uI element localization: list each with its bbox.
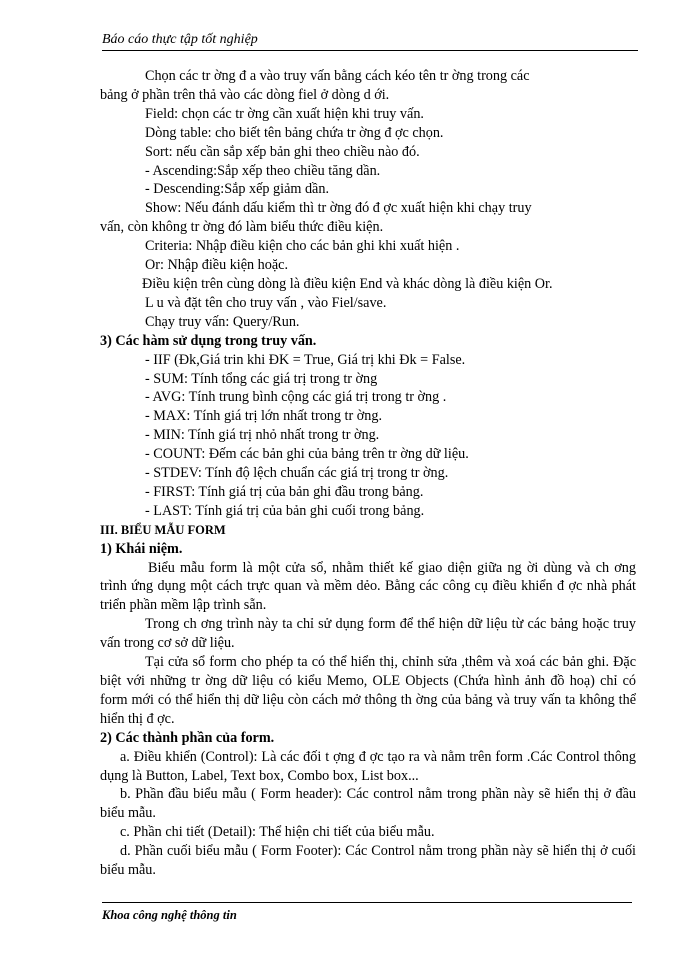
body-line: vấn, còn không tr ờng đó làm biểu thức điều kiện. <box>100 219 384 236</box>
body-line: Criteria: Nhập điều kiện cho các bản ghi khi xuất hiện . <box>145 238 460 255</box>
footer-divider <box>102 902 632 903</box>
page-footer-text: Khoa công nghệ thông tin <box>102 908 237 922</box>
section-heading: 3) Các hàm sử dụng trong truy vấn. <box>100 332 317 349</box>
paragraph-text: Trong ch ơng trình này ta chỉ sử dụng form để thể hiện dữ liệu từ các bảng hoặc truy vấn trong cơ sở dữ liệu. <box>100 616 636 652</box>
body-line: L u và đặt tên cho truy vấn , vào Fiel/save. <box>145 294 387 311</box>
paragraph <box>100 748 636 786</box>
body-line: c. Phần chi tiết (Detail): Thể hiện chi tiết của biểu mẫu. <box>120 824 435 841</box>
body-line: Dòng table: cho biết tên bảng chứa tr ờng đ ợc chọn. <box>145 124 444 141</box>
list-item: - FIRST: Tính giá trị của bản ghi đầu trong bảng. <box>145 483 424 500</box>
list-item: - Ascending:Sắp xếp theo chiều tăng dần. <box>145 162 381 179</box>
list-item: - STDEV: Tính độ lệch chuẩn các giá trị trong tr ờng. <box>145 465 449 482</box>
paragraph <box>100 559 636 616</box>
paragraph <box>100 842 636 880</box>
paragraph-text: a. Điều khiển (Control): Là các đối t ợng đ ợc tạo ra và nằm trên form .Các Control thông dụng là Button, Label, Text box, Combo box, List box... <box>100 748 636 784</box>
section-heading: 2) Các thành phần của form. <box>100 729 275 746</box>
list-item: - MAX: Tính giá trị lớn nhất trong tr ờng. <box>145 408 382 425</box>
paragraph-text: Biểu mẫu form là một cửa sổ, nhằm thiết kế giao diện giữa ng ời dùng và ch ơng trình ứng dụng một cách trực quan và mềm dẻo. Bằng các công cụ điều khiển đ ợc nhà phát triển phần mềm lập trình sẵn. <box>100 559 636 614</box>
header-divider <box>102 50 638 51</box>
paragraph-text: b. Phần đầu biểu mẫu ( Form header): Các control nằm trong phần này sẽ hiển thị ở đầu biểu mẫu. <box>100 786 636 822</box>
paragraph-text: d. Phần cuối biểu mẫu ( Form Footer): Các Control nằm trong phần này sẽ hiển thị ở cuối biểu mẫu. <box>100 843 636 879</box>
list-item: - Descending:Sắp xếp giảm dần. <box>145 181 329 198</box>
paragraph-text: Tại cửa sổ form cho phép ta có thể hiển thị, chỉnh sửa ,thêm và xoá các bản ghi. Đặc biệt với những tr ờng dữ liệu có kiểu Memo, OLE Objects (Chứa hình ảnh đồ hoạ) chỉ có form mới có thể hiển thị dữ liệu còn cách mở thông th ờng của bảng và truy vấn ta không thể hiển thị đ ợc. <box>100 654 636 727</box>
body-line: Or: Nhập điều kiện hoặc. <box>145 257 289 274</box>
list-item: - IIF (Đk,Giá trin khi ĐK = True, Giá trị khi Đk = False. <box>145 351 466 368</box>
body-line: Sort: nếu cần sắp xếp bản ghi theo chiều nào đó. <box>145 143 420 160</box>
list-item: - LAST: Tính giá trị của bản ghi cuối trong bảng. <box>145 502 425 519</box>
paragraph <box>100 785 636 823</box>
section-heading: 1) Khái niệm. <box>100 540 183 557</box>
paragraph <box>100 653 636 729</box>
paragraph <box>100 615 636 653</box>
list-item: - MIN: Tính giá trị nhỏ nhất trong tr ờng. <box>145 427 380 444</box>
chapter-heading: III. BIỂU MẪU FORM <box>100 522 226 537</box>
body-line: Chọn các tr ờng đ a vào truy vấn bằng cách kéo tên tr ờng trong các <box>145 68 530 84</box>
list-item: - COUNT: Đếm các bản ghi của bảng trên tr ờng dữ liệu. <box>145 446 469 463</box>
page-header-title: Báo cáo thực tập tốt nghiệp <box>102 32 258 47</box>
list-item: - AVG: Tính trung bình cộng các giá trị trong tr ờng . <box>145 389 447 406</box>
body-line: Chạy truy vấn: Query/Run. <box>145 313 300 330</box>
body-line: Điều kiện trên cùng dòng là điều kiện End và khác dòng là điều kiện Or. <box>142 275 553 292</box>
body-line: Field: chọn các tr ờng cần xuất hiện khi truy vấn. <box>145 105 424 122</box>
body-line: Show: Nếu đánh dấu kiểm thì tr ờng đó đ ợc xuất hiện khi chạy truy <box>145 200 532 217</box>
document-body <box>100 67 636 880</box>
body-line: bảng ở phần trên thả vào các dòng fiel ở dòng d ới. <box>100 86 390 103</box>
list-item: - SUM: Tính tổng các giá trị trong tr ờng <box>145 370 378 387</box>
